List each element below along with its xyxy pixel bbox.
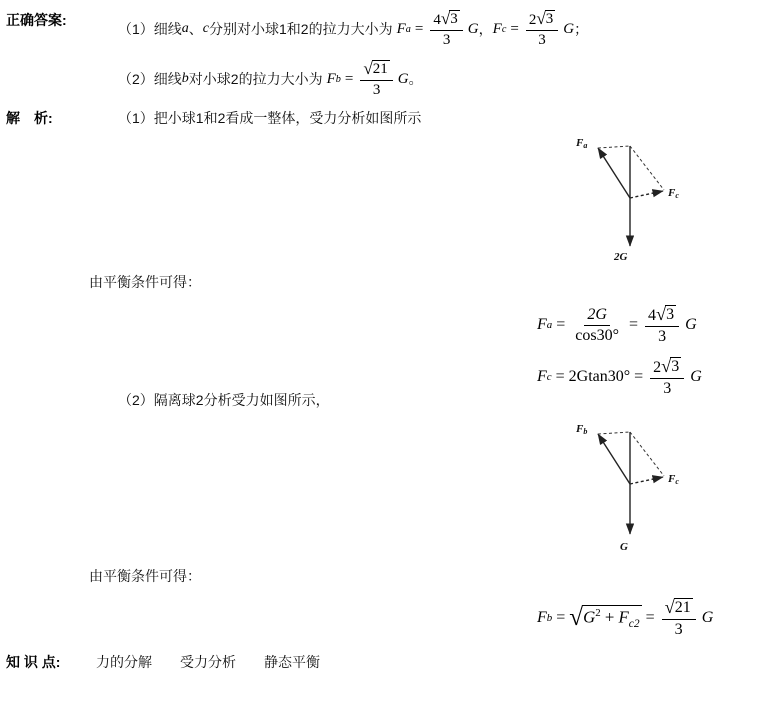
fraction-denominator: 3 bbox=[663, 379, 672, 397]
fraction-denominator: 3 bbox=[538, 31, 546, 48]
fraction-numerator bbox=[662, 598, 696, 620]
display-equation-fa bbox=[537, 305, 697, 345]
symbol-F: F bbox=[618, 608, 629, 628]
knowledge-points-list bbox=[96, 652, 320, 672]
answer-period: 。 bbox=[408, 71, 423, 87]
equation-fc-lhs-sub: c bbox=[501, 23, 507, 35]
symbol-G: G bbox=[583, 608, 596, 628]
symbol-G: G bbox=[701, 609, 714, 627]
answer-var-c: c bbox=[202, 21, 210, 36]
equation-fa-inline bbox=[397, 10, 479, 48]
radicand: 21 bbox=[372, 61, 388, 77]
fraction-denominator: 3 bbox=[372, 81, 381, 98]
sqrt-3 bbox=[441, 10, 460, 28]
answer-item-1-prefix: （1）细线 bbox=[118, 21, 182, 37]
equals-sign: = bbox=[510, 20, 519, 37]
eq-fc-rhs: 2Gtan30° bbox=[568, 368, 631, 386]
radical-sign: √ bbox=[363, 59, 373, 78]
fraction-4root3-over-3 bbox=[645, 305, 679, 345]
radical-sign: √ bbox=[656, 304, 667, 324]
knowledge-point-item[interactable]: 力的分解 bbox=[96, 654, 152, 670]
equation-fc-lhs: F bbox=[492, 20, 502, 37]
analysis-label: 解 析: bbox=[6, 110, 53, 126]
fraction-numerator bbox=[645, 305, 679, 327]
answer-item-2-suffix: 对小球2的拉力大小为 bbox=[188, 71, 323, 87]
fraction-numerator bbox=[526, 10, 558, 31]
symbol-G: G bbox=[690, 368, 702, 386]
analysis-line-4: 由平衡条件可得： bbox=[89, 568, 201, 584]
symbol-G: G bbox=[467, 20, 479, 37]
knowledge-point-item[interactable]: 静态平衡 bbox=[264, 654, 320, 670]
answer-item-2-prefix: （2）细线 bbox=[118, 71, 182, 87]
sqrt-3 bbox=[661, 357, 681, 376]
coefficient-2: 2 bbox=[528, 12, 537, 28]
dashed-right bbox=[630, 146, 664, 190]
equals-sign: = bbox=[414, 20, 424, 37]
symbol-G: G bbox=[563, 20, 575, 37]
sqrt-21 bbox=[665, 598, 693, 617]
correct-answer-label: 正确答案: bbox=[6, 12, 67, 28]
equals-sign-2: = bbox=[628, 316, 639, 334]
dashed-right bbox=[630, 432, 664, 476]
vector-fc bbox=[630, 477, 663, 484]
equals-sign: = bbox=[556, 609, 566, 627]
equals-sign: = bbox=[344, 70, 354, 87]
force-diagram-1-svg bbox=[560, 128, 760, 268]
fraction-4root3-over-3 bbox=[430, 10, 462, 48]
fraction-numerator: 2G bbox=[584, 306, 610, 326]
radical-sign: √ bbox=[536, 9, 546, 28]
sqrt-3 bbox=[536, 10, 555, 28]
radicand: $G^2 + Fc2$ bbox=[583, 607, 640, 631]
analysis-line-2: 由平衡条件可得： bbox=[89, 274, 201, 290]
fraction-denominator: 3 bbox=[658, 327, 667, 345]
symbol-G: G bbox=[397, 70, 409, 87]
equation-fa-lhs-sub: a bbox=[405, 23, 411, 35]
sqrt-21 bbox=[363, 60, 389, 78]
label-fa: Fa bbox=[576, 137, 588, 150]
fraction-2root3-over-3 bbox=[650, 357, 684, 397]
equation-fb-inline bbox=[327, 60, 409, 98]
radicand: 21 bbox=[674, 599, 691, 616]
answer-item-1-mid: 、 bbox=[188, 21, 203, 37]
dashed-top bbox=[598, 146, 630, 148]
equation-fb-lhs-sub: b bbox=[335, 73, 341, 85]
equals-sign-2: = bbox=[645, 609, 655, 627]
analysis-line-3: （2）隔离球2分析受力如图所示， bbox=[118, 392, 330, 408]
force-diagram-1 bbox=[560, 128, 760, 268]
coefficient-4: 4 bbox=[433, 12, 441, 28]
symbol-F-sub: c2 bbox=[628, 618, 640, 631]
label-fc: Fc bbox=[668, 473, 679, 486]
fraction-root21-over-3 bbox=[360, 60, 392, 98]
knowledge-point-item[interactable]: 受力分析 bbox=[180, 654, 236, 670]
eq-fa-lhs-sub: a bbox=[546, 319, 553, 332]
answer-semicolon: ； bbox=[574, 21, 589, 37]
equation-fa-lhs: F bbox=[396, 20, 406, 37]
fraction-numerator bbox=[430, 10, 462, 31]
answer-comma: ， bbox=[478, 21, 493, 37]
label-fc: Fc bbox=[668, 187, 679, 200]
fraction-denominator: cos30° bbox=[575, 326, 619, 344]
radicand: 3 bbox=[450, 11, 458, 27]
radicand: 3 bbox=[671, 358, 680, 375]
fraction-numerator bbox=[650, 357, 684, 379]
eq-fc-lhs: F bbox=[537, 368, 547, 386]
eq-fa-lhs: F bbox=[537, 316, 547, 334]
display-equation-fb bbox=[537, 598, 713, 638]
dashed-top bbox=[598, 432, 630, 434]
radical-sign: √ bbox=[661, 356, 672, 376]
fraction-2root3-over-3 bbox=[526, 10, 558, 48]
fraction-denominator: 3 bbox=[674, 620, 683, 638]
equals-sign-2: = bbox=[634, 368, 644, 386]
fraction-denominator: 3 bbox=[442, 31, 451, 48]
label-fb: Fb bbox=[576, 423, 588, 436]
sqrt-3 bbox=[656, 305, 676, 324]
analysis-line-1: （1）把小球1和2看成一整体，受力分析如图所示 bbox=[118, 110, 422, 126]
fraction-2g-over-cos30 bbox=[572, 306, 622, 344]
answer-item-1-suffix: 分别对小球1和2的拉力大小为 bbox=[209, 21, 393, 37]
eq-fb-lhs-sub: b bbox=[546, 612, 553, 625]
answer-item-1 bbox=[118, 10, 588, 48]
coefficient-4: 4 bbox=[648, 307, 657, 324]
answer-item-2 bbox=[118, 60, 423, 98]
equals-sign: = bbox=[556, 316, 566, 334]
force-diagram-2-svg bbox=[560, 412, 760, 562]
eq-fc-lhs-sub: c bbox=[546, 371, 552, 384]
force-diagram-2 bbox=[560, 412, 760, 562]
eq-fb-lhs: F bbox=[537, 609, 547, 627]
radical-sign: √ bbox=[440, 9, 451, 28]
sqrt-g2-plus-fc2 bbox=[569, 605, 641, 630]
plus-sign: + bbox=[604, 608, 615, 628]
coefficient-2: 2 bbox=[653, 359, 662, 376]
vector-fb bbox=[598, 434, 630, 484]
vector-fc bbox=[630, 191, 663, 198]
radical-sign: √ bbox=[664, 597, 675, 617]
radical-sign: √ bbox=[569, 604, 584, 632]
knowledge-label: 知 识 点: bbox=[6, 654, 61, 670]
equation-fc-inline bbox=[493, 10, 574, 48]
label-weight-2g: 2G bbox=[614, 251, 628, 263]
fraction-numerator bbox=[360, 60, 392, 81]
answer-var-b: b bbox=[181, 71, 189, 86]
label-weight-g: G bbox=[620, 541, 628, 553]
symbol-G: G bbox=[685, 316, 697, 334]
vector-fa bbox=[598, 148, 630, 198]
fraction-root21-over-3 bbox=[662, 598, 696, 638]
radicand: 3 bbox=[666, 306, 675, 323]
equals-sign: = bbox=[555, 368, 565, 386]
answer-var-a: a bbox=[181, 21, 189, 36]
radicand: 3 bbox=[545, 11, 554, 27]
display-equation-fc bbox=[537, 357, 702, 397]
equation-fb-lhs: F bbox=[326, 70, 336, 87]
